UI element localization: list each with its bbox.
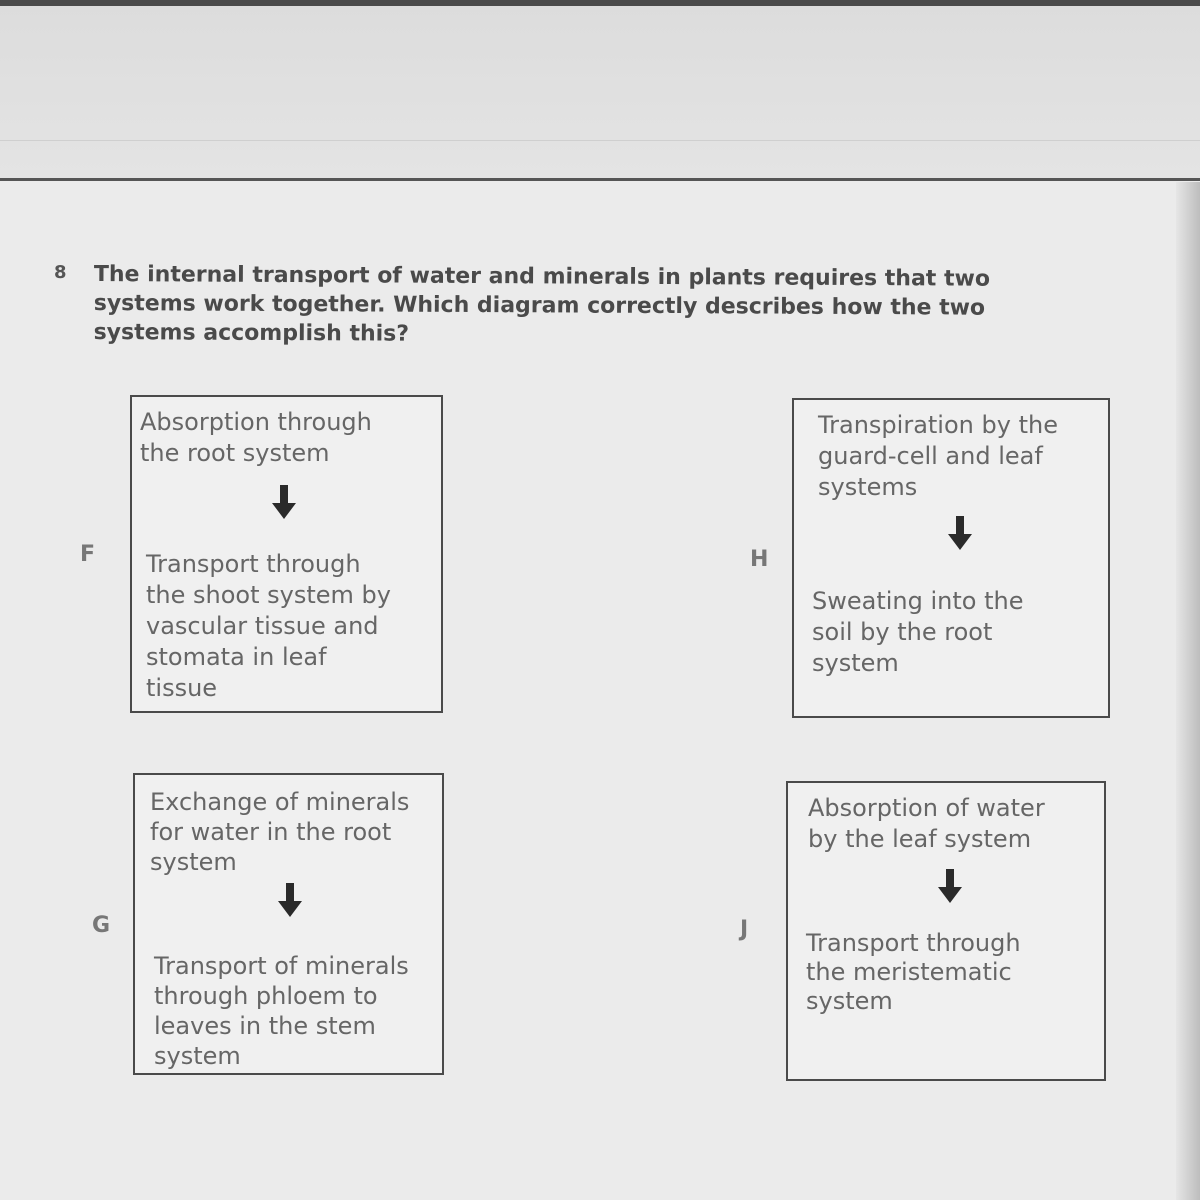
header-band bbox=[0, 0, 1200, 180]
option-label-f[interactable]: F bbox=[80, 542, 96, 567]
option-label-g[interactable]: G bbox=[92, 913, 111, 938]
down-arrow-icon bbox=[936, 869, 964, 905]
option-j-step2: Transport through the meristematic system bbox=[806, 929, 1021, 1015]
question-text: The internal transport of water and minerals in plants requires that two systems work together. Which diagram correctly describes how the two systems accomplish this? bbox=[93, 261, 991, 347]
option-box-g[interactable] bbox=[133, 773, 444, 1075]
option-g-step1: Exchange of minerals for water in the root system bbox=[150, 788, 410, 876]
faint-rule bbox=[0, 140, 1200, 141]
option-j-step1: Absorption of water by the leaf system bbox=[808, 794, 1045, 853]
down-arrow-icon bbox=[270, 485, 298, 521]
option-h-step1: Transpiration by the guard-cell and leaf systems bbox=[818, 411, 1058, 501]
option-label-h[interactable]: H bbox=[750, 547, 769, 572]
option-h-step2: Sweating into the soil by the root system bbox=[812, 587, 1024, 677]
top-edge bbox=[0, 0, 1200, 6]
down-arrow-icon bbox=[276, 883, 304, 919]
option-label-j[interactable]: J bbox=[740, 917, 749, 942]
question-number: 8 bbox=[54, 262, 67, 283]
option-box-h[interactable] bbox=[792, 398, 1110, 718]
down-arrow-icon bbox=[946, 516, 974, 552]
option-box-f[interactable] bbox=[130, 395, 443, 713]
option-f-step1: Absorption through the root system bbox=[140, 408, 372, 467]
option-box-j[interactable] bbox=[786, 781, 1106, 1081]
section-divider bbox=[0, 178, 1200, 181]
option-f-step2: Transport through the shoot system by vascular tissue and stomata in leaf tissue bbox=[146, 550, 391, 702]
option-g-step2: Transport of minerals through phloem to leaves in the stem system bbox=[154, 952, 409, 1070]
page-edge-shadow bbox=[1176, 182, 1200, 1200]
